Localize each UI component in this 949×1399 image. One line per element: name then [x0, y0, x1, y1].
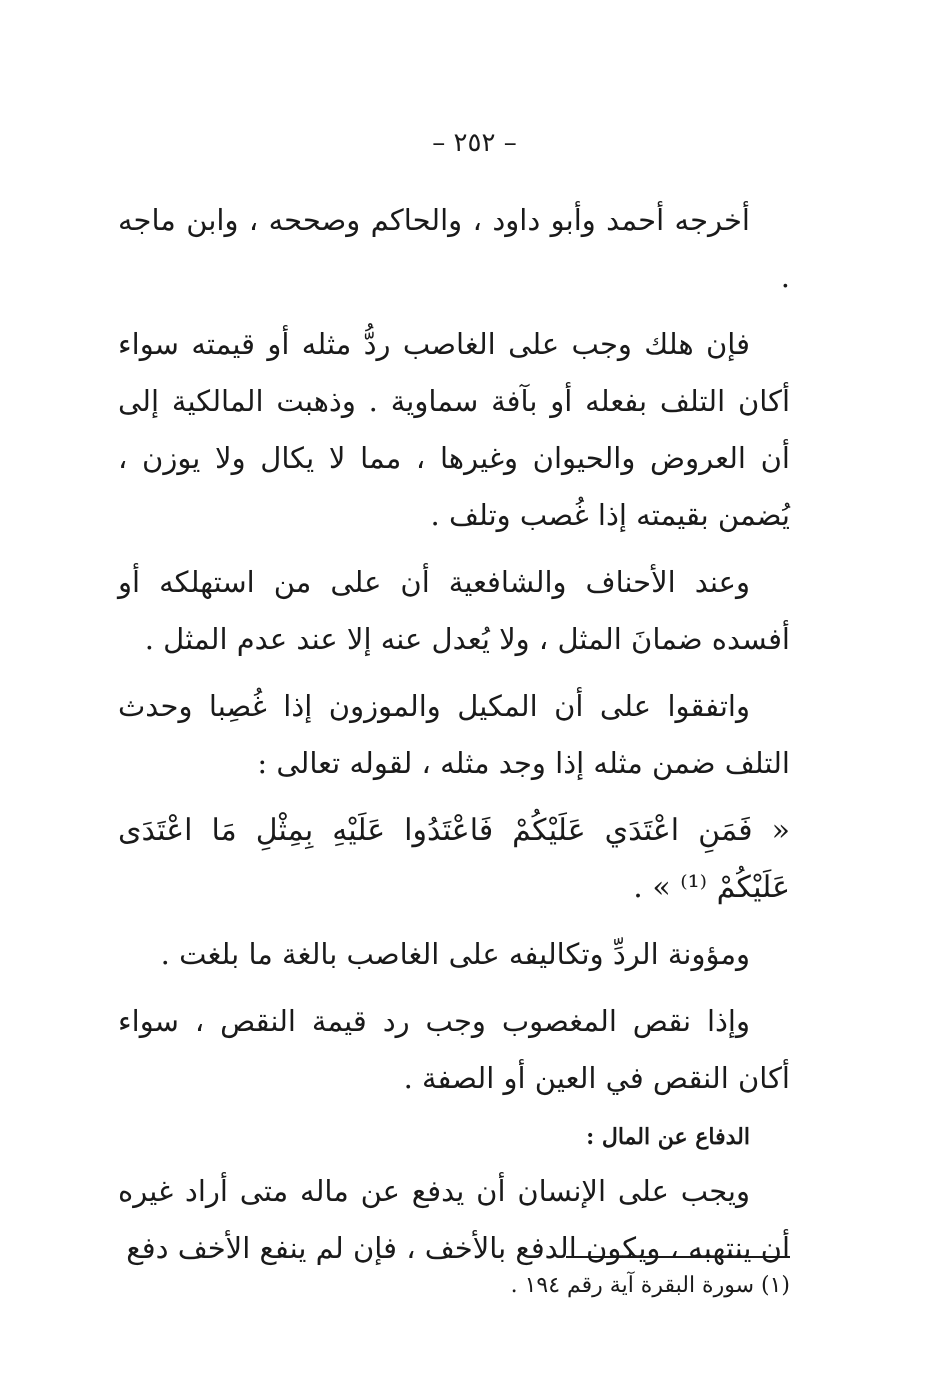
section-heading: الدفاع عن المال : — [586, 1124, 750, 1150]
paragraph-deficiency: وإذا نقص المغصوب وجب رد قيمة النقص ، سواء أكان النقص في العين أو الصفة . — [118, 1004, 790, 1095]
paragraph-agreement: واتفقوا على أن المكيل والموزون إذا غُصِبا وحدث التلف ضمن مثله إذا وجد مثله ، لقوله تعالى : — [118, 689, 790, 780]
footnote-divider — [566, 1256, 790, 1258]
page-number: – ٢٥٢ – — [432, 128, 517, 158]
paragraph-takhrij: أخرجه أحمد وأبو داود ، والحاكم وصححه ، وابن ماجه . — [118, 203, 790, 294]
paragraph-costs: ومؤونة الردِّ وتكاليفه على الغاصب بالغة ما بلغت . — [160, 937, 750, 971]
paragraph-defense: ويجب على الإنسان أن يدفع عن ماله متى أراد غيره أن ينتهبه ، ويكون الدفع بالأخف ، فإن لم ينفع الأخف دفع — [118, 1174, 790, 1265]
quran-verse: « فَمَنِ اعْتَدَي عَلَيْكُمْ فَاعْتَدُوا عَلَيْهِ بِمِثْلِ مَا اعْتَدَى عَلَيْكُمْ ⁽¹⁾ » . — [118, 813, 790, 905]
footnote: (١) سورة البقرة آية رقم ١٩٤ . — [510, 1273, 790, 1298]
paragraph-hanafi-shafii: وعند الأحناف والشافعية أن على من استهلكه أو أفسده ضمانَ المثل ، ولا يُعدل عنه إلا عند عدم المثل . — [118, 565, 790, 656]
paragraph-destruction: فإن هلك وجب على الغاصب ردُّ مثله أو قيمته سواء أكان التلف بفعله أو بآفة سماوية . وذهبت المالكية إلى أن العروض والحيوان وغيرها ، مما لا يكال ولا يوزن ، يُضمن بقيمته إذا غُصب وتلف . — [118, 327, 790, 532]
body-text — [118, 192, 790, 1287]
